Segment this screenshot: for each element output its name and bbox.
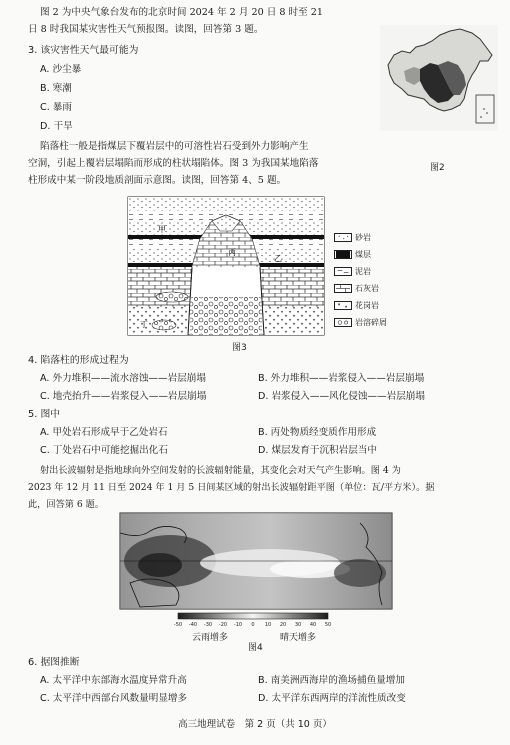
q5-option-c[interactable]: C. 丁处岩石中可能挖掘出化石: [40, 445, 168, 456]
scale-tick-label: -50: [173, 622, 183, 628]
q6-option-a[interactable]: A. 太平洋中东部海水温度异常升高: [40, 675, 187, 686]
scale-tick-label: 40: [309, 622, 317, 628]
intro1-line2: 日 8 时我国某灾害性天气预报图。读图，回答第 3 题。: [28, 24, 264, 35]
q5-option-a[interactable]: A. 甲处岩石形成早于乙处岩石: [40, 427, 168, 438]
legend-sandstone: [334, 232, 371, 243]
figure2-caption: 图2: [430, 163, 445, 173]
figure4-caption: 图4: [248, 643, 263, 653]
scale-tick-label: 50: [324, 622, 332, 628]
intro2-line2: 空洞，引起上覆岩层塌陷而形成的柱状塌陷体。图 3 为我国某地陷落: [28, 158, 319, 169]
q4-stem: 4. 陷落柱的形成过程为: [28, 355, 129, 366]
q6-stem: 6. 据图推断: [28, 657, 80, 668]
legend-karst-rubble-label: 岩溶碎屑: [355, 318, 387, 327]
q5-option-d[interactable]: D. 煤层发育于沉积岩层当中: [258, 445, 378, 456]
scale-right-label: 晴天增多: [280, 633, 317, 643]
south-china-sea-inset: [476, 95, 494, 123]
figure2-china-map: [380, 25, 498, 131]
page-footer: 高三地理试卷 第 2 页（共 10 页）: [178, 719, 332, 730]
karst-rubble-swatch-icon: [334, 318, 352, 327]
scale-tick-label: 0: [251, 622, 255, 628]
mudstone-swatch-icon: [334, 267, 352, 276]
q3-option-a[interactable]: A. 沙尘暴: [40, 64, 82, 75]
coal-swatch-icon: [334, 250, 352, 259]
q6-option-b[interactable]: B. 南美洲西海岸的渔场捕鱼量增加: [258, 675, 405, 686]
scale-left-label: 云雨增多: [192, 633, 229, 643]
granite-swatch-icon: [334, 301, 352, 310]
q5-option-b[interactable]: B. 丙处物质经变质作用形成: [258, 427, 377, 438]
label-ding: 丁: [140, 320, 148, 329]
intro3-line2: 2023 年 12 月 11 日至 2024 年 1 月 5 日间某区域的射出长波辐射距平图（单位：瓦/平方米）。据: [28, 482, 435, 493]
q4-option-c[interactable]: C. 地壳抬升——岩浆侵入——岩层崩塌: [40, 391, 207, 402]
q4-option-d[interactable]: D. 岩浆侵入——风化侵蚀——岩层崩塌: [258, 391, 425, 402]
limestone-swatch-icon: [334, 284, 352, 293]
q3-option-b[interactable]: B. 寒潮: [40, 83, 72, 94]
legend-mudstone-label: 泥岩: [355, 267, 371, 276]
q5-stem: 5. 图中: [28, 409, 61, 420]
legend-granite-label: 花岗岩: [355, 301, 379, 310]
figure4-olr-anomaly-map: [120, 513, 392, 609]
legend-karst-rubble: [334, 317, 387, 328]
scale-tick-label: 30: [294, 622, 302, 628]
q4-option-b[interactable]: B. 外力堆积——岩浆侵入——岩层崩塌: [258, 373, 425, 384]
legend-limestone: [334, 283, 379, 294]
intro2-line3: 柱形成中某一阶段地质剖面示意图。读图，回答第 4、5 题。: [28, 175, 287, 186]
scale-tick-label: 10: [264, 622, 272, 628]
scale-tick-label: -30: [203, 622, 213, 628]
q4-option-a[interactable]: A. 外力堆积——流水溶蚀——岩层崩塌: [40, 373, 206, 384]
label-yi: 乙: [274, 254, 282, 263]
scale-tick-label: -10: [233, 622, 243, 628]
q3-option-c[interactable]: C. 暴雨: [40, 102, 72, 113]
intro2-line1: 陷落柱一般是指煤层下覆岩层中的可溶性岩石受到外力影响产生: [40, 141, 309, 152]
legend-sandstone-label: 砂岩: [355, 233, 371, 242]
legend-coal: [334, 249, 371, 260]
label-jia: 甲: [158, 225, 166, 234]
q3-option-d[interactable]: D. 干旱: [40, 121, 73, 132]
figure3-geological-profile: [128, 197, 324, 335]
intro3-line3: 此，回答第 6 题。: [28, 499, 104, 510]
sandstone-swatch-icon: [334, 233, 352, 242]
label-bing: 丙: [228, 248, 236, 257]
figure4-color-scale: [173, 612, 332, 630]
legend-coal-label: 煤层: [355, 250, 371, 259]
scale-tick-label: 20: [279, 622, 287, 628]
legend-limestone-label: 石灰岩: [355, 284, 379, 293]
intro1-line1: 图 2 为中央气象台发布的北京时间 2024 年 2 月 20 日 8 时至 21: [40, 7, 323, 18]
legend-mudstone: [334, 266, 371, 277]
scale-tick-label: -40: [188, 622, 198, 628]
q6-option-c[interactable]: C. 太平洋中西部台风数量明显增多: [40, 693, 188, 704]
figure3-caption: 图3: [232, 343, 247, 353]
legend-granite: [334, 300, 379, 311]
q3-stem: 3. 该灾害性天气最可能为: [28, 45, 139, 56]
intro3-line1: 射出长波辐射是指地球向外空间发射的长波辐射能量，其变化会对天气产生影响。图 4 为: [40, 465, 401, 476]
scale-tick-label: -20: [218, 622, 228, 628]
q6-option-d[interactable]: D. 太平洋东西两岸的洋流性质改变: [258, 693, 406, 704]
